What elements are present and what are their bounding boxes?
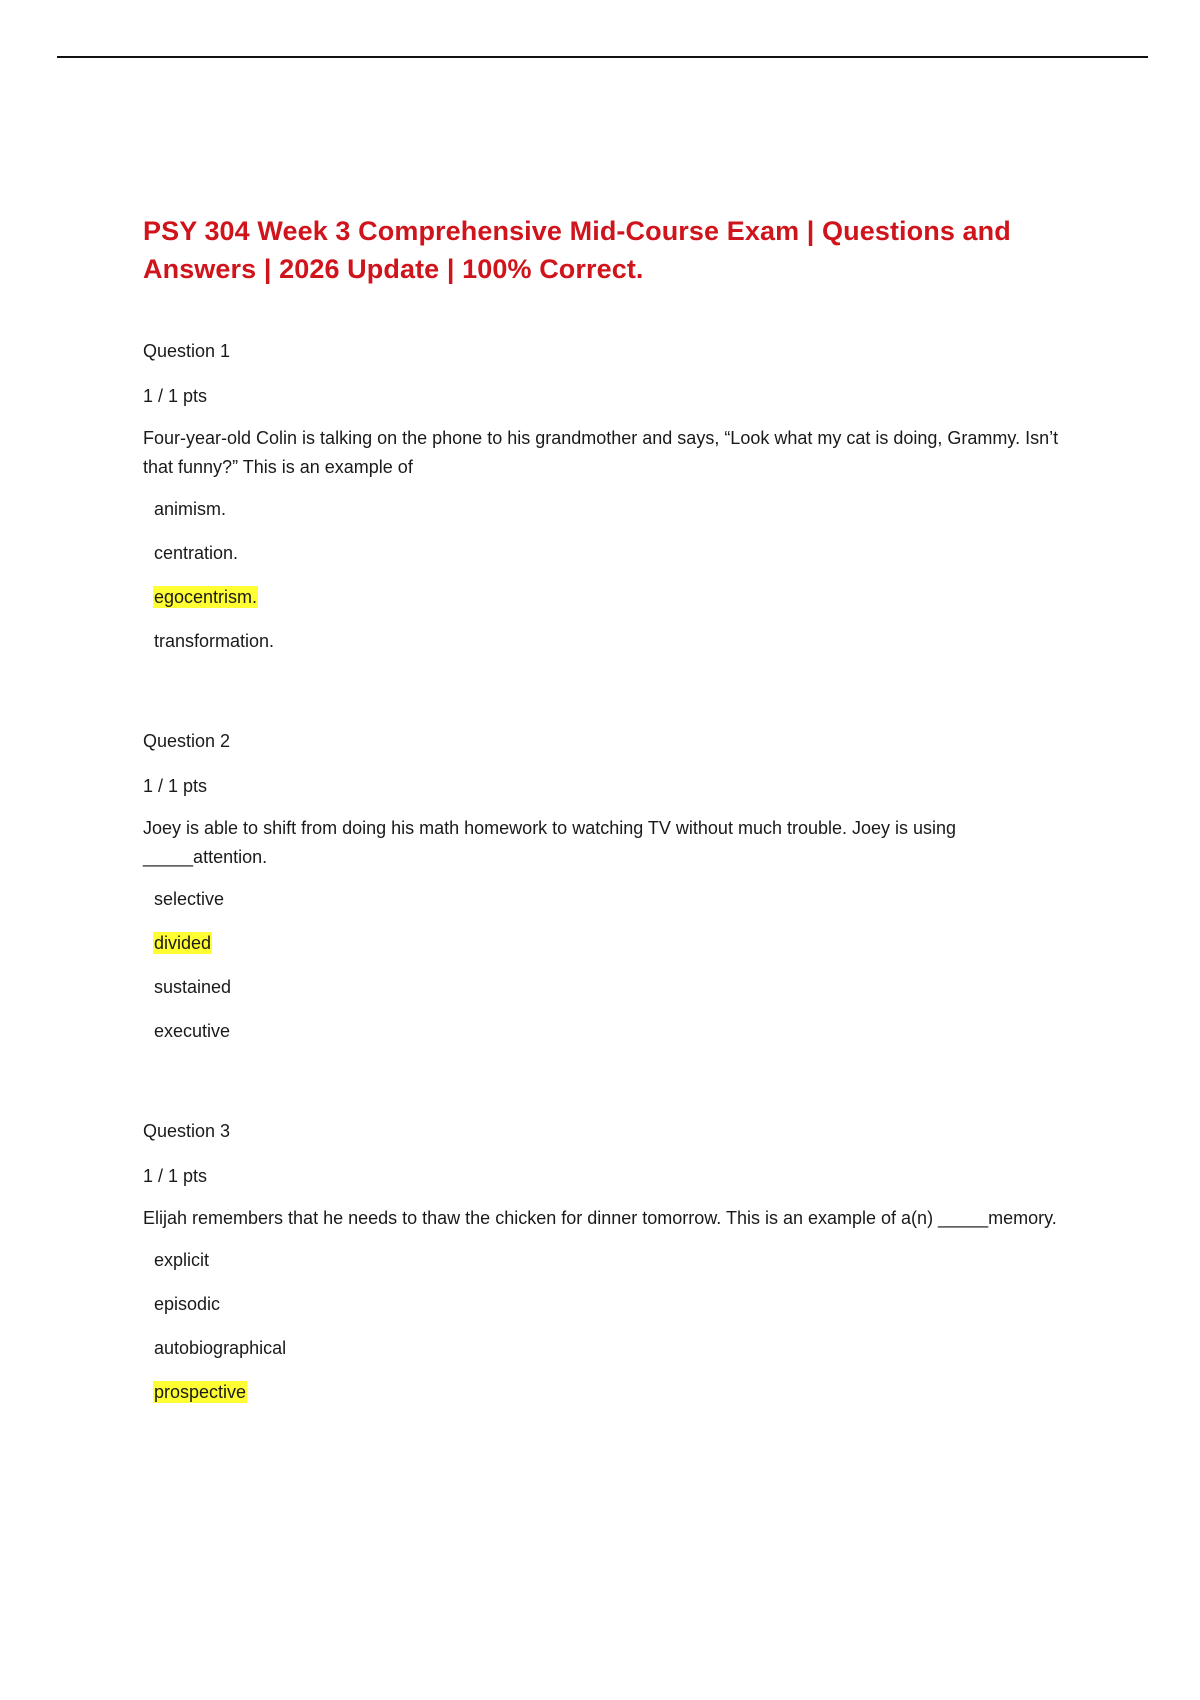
question-2 [143,728,1063,1044]
question-points: 1 / 1 pts [143,386,208,406]
question-label: Question 3 [143,1121,231,1141]
document-body [143,212,1063,1423]
answer-option: sustained [154,977,232,997]
question-label: Question 2 [143,731,231,751]
question-3 [143,1118,1063,1405]
question-text: Joey is able to shift from doing his math homework to watching TV without much trouble. Joey is using _____attention. [143,818,957,867]
header-rule [57,56,1148,58]
answer-option: explicit [154,1250,210,1270]
answer-option: centration. [154,543,239,563]
question-text: Elijah remembers that he needs to thaw the chicken for dinner tomorrow. This is an example of a(n) _____memory. [143,1208,1057,1228]
question-1 [143,338,1063,654]
answer-option: episodic [154,1294,221,1314]
document-title: PSY 304 Week 3 Comprehensive Mid-Course Exam | Questions and Answers | 2026 Update | 100% Correct. [143,216,1011,284]
question-label: Question 1 [143,341,231,361]
answer-option: selective [154,889,225,909]
answer-option: executive [154,1021,231,1041]
answer-option: animism. [154,499,227,519]
question-points: 1 / 1 pts [143,776,208,796]
answer-option-correct: prospective [154,1382,247,1402]
answer-option-correct: divided [154,933,212,953]
answer-option-correct: egocentrism. [154,587,258,607]
question-text: Four-year-old Colin is talking on the phone to his grandmother and says, “Look what my cat is doing, Grammy. Isn’t that funny?” This is an example of [143,428,1059,477]
answer-option: autobiographical [154,1338,287,1358]
answer-option: transformation. [154,631,275,651]
answer-options [143,886,1063,1044]
answer-options [143,1247,1063,1405]
answer-options [143,496,1063,654]
question-points: 1 / 1 pts [143,1166,208,1186]
